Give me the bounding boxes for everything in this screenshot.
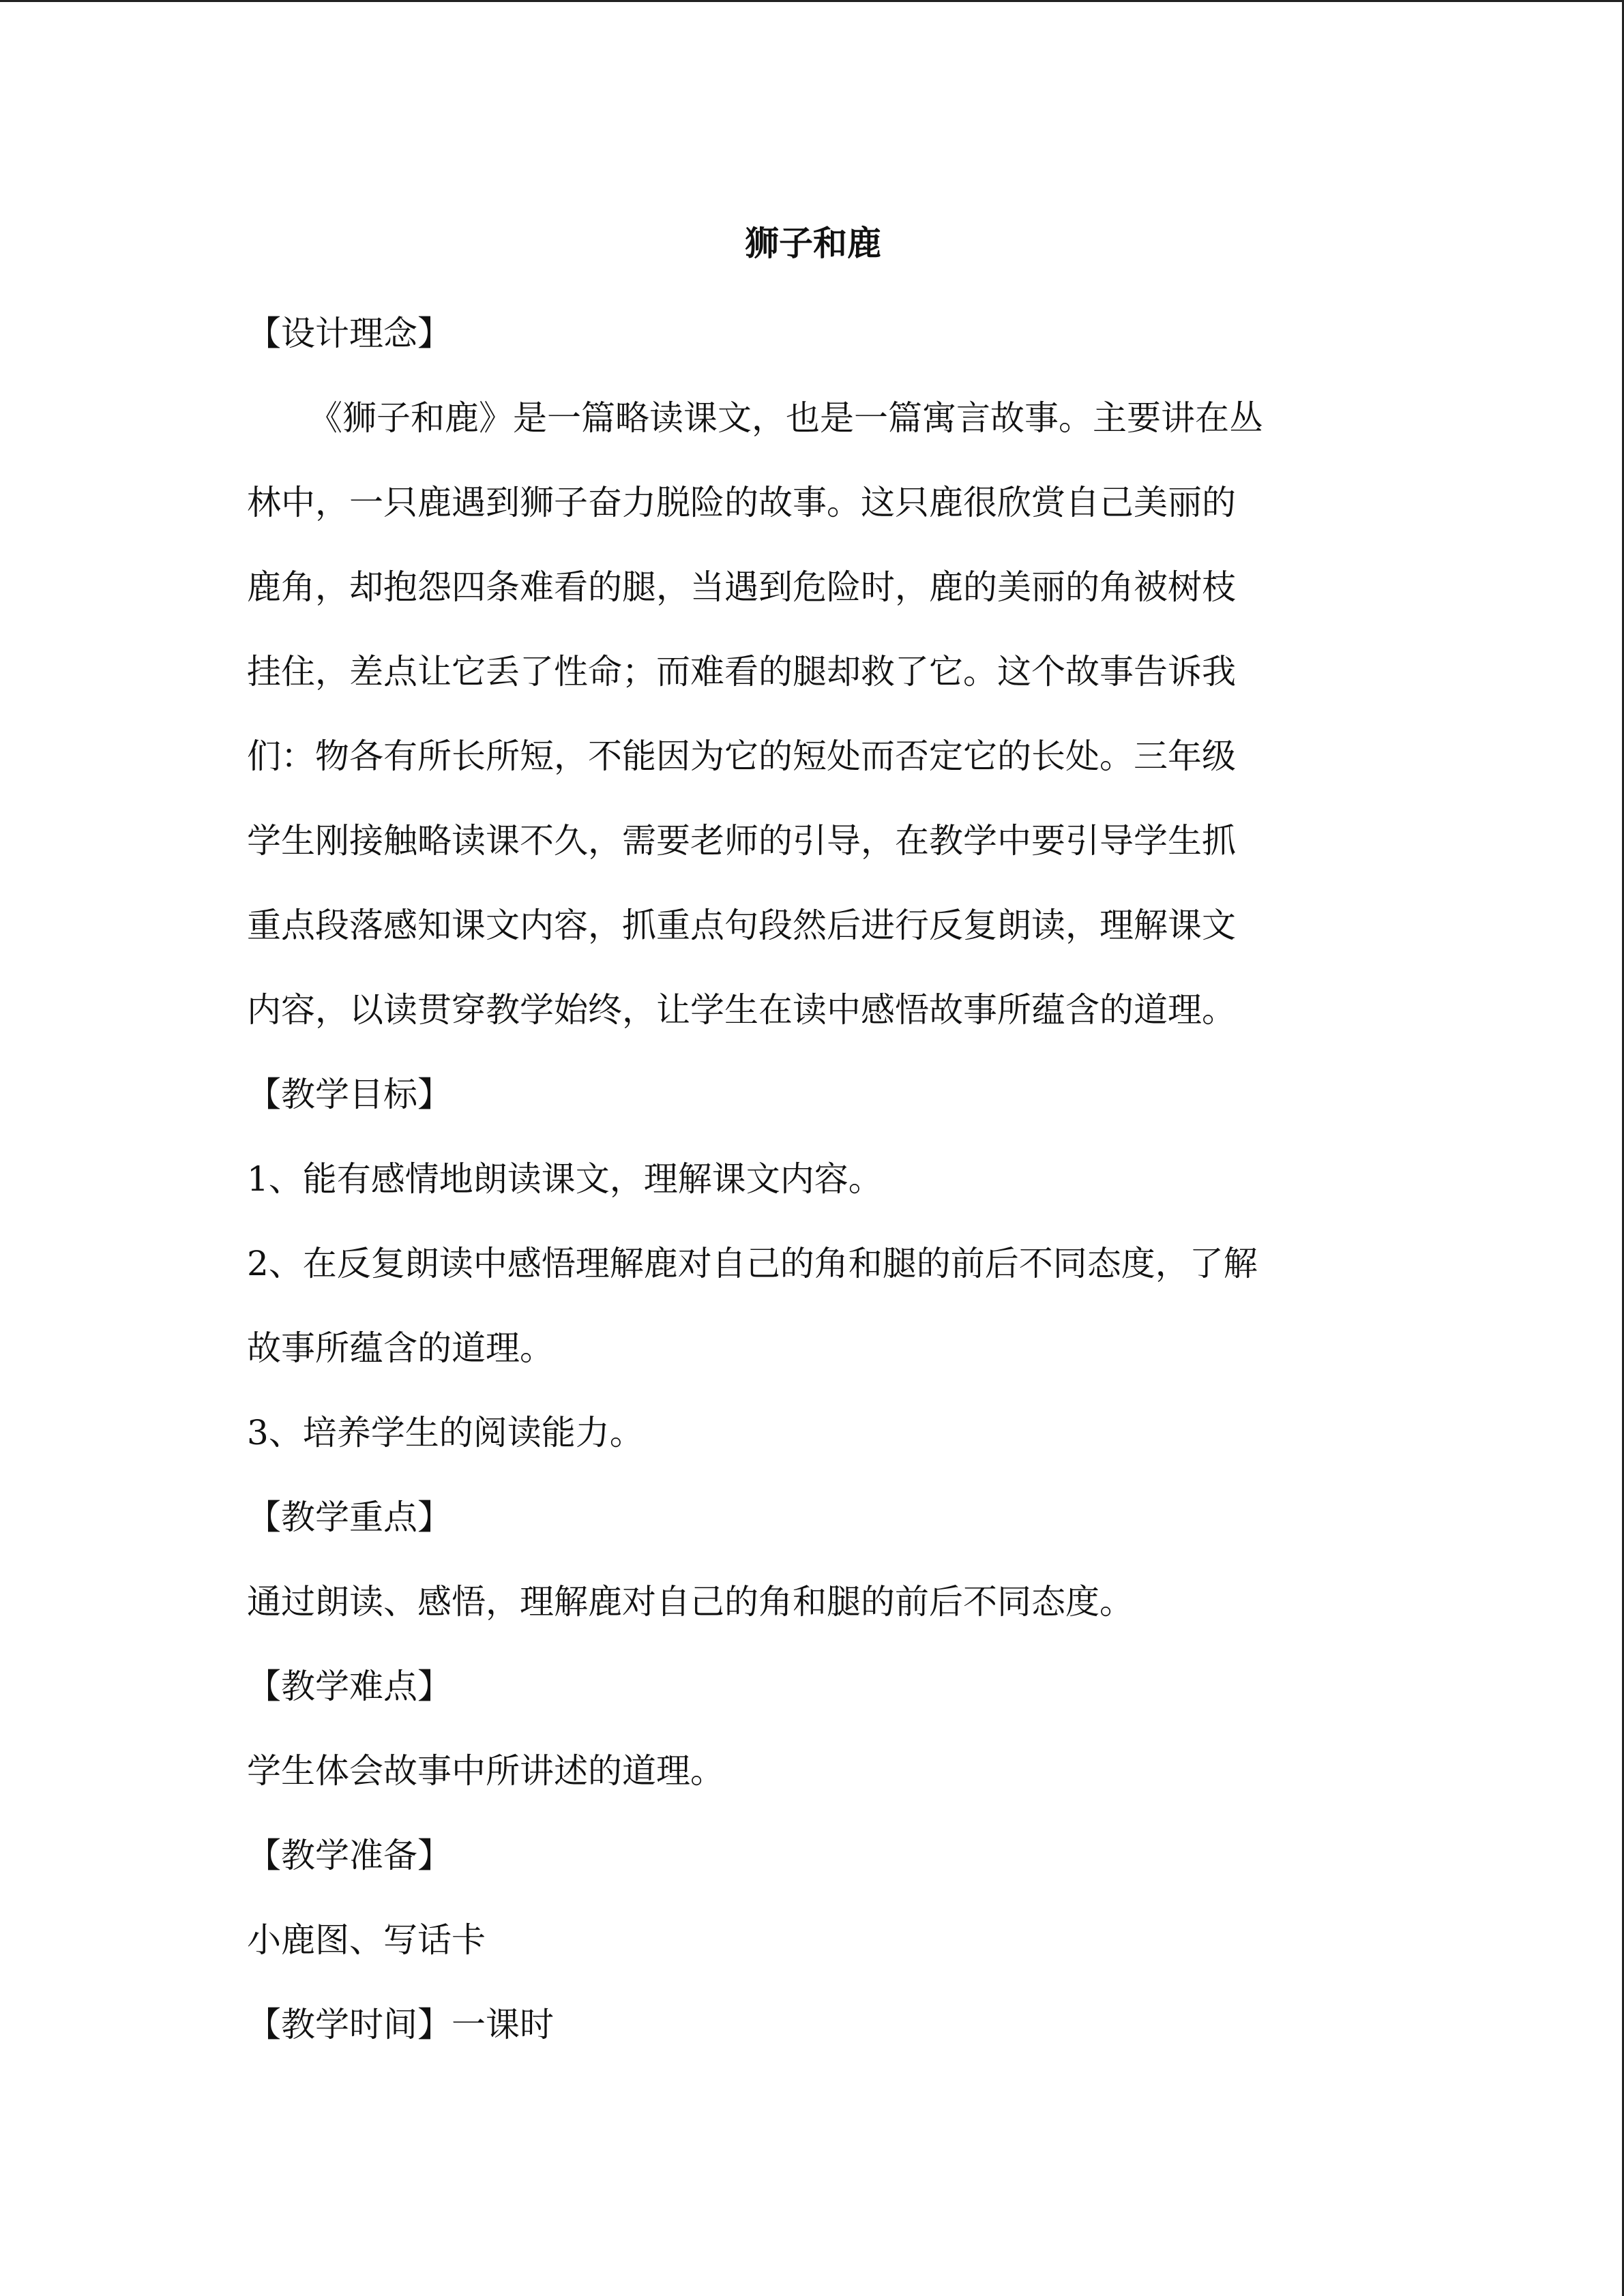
paragraph-line: 林中，一只鹿遇到狮子奋力脱险的故事。这只鹿很欣赏自己美丽的	[247, 483, 1236, 522]
section-heading-key-points: 【教学重点】	[247, 1497, 452, 1537]
key-points-text: 通过朗读、感悟，理解鹿对自己的角和腿的前后不同态度。	[247, 1582, 1134, 1622]
paragraph-line: 《狮子和鹿》是一篇略读课文，也是一篇寓言故事。主要讲在丛	[308, 398, 1263, 438]
paragraph-line: 挂住，差点让它丢了性命；而难看的腿却救了它。这个故事告诉我	[247, 652, 1236, 691]
section-heading-teaching-time: 【教学时间】一课时	[247, 2005, 554, 2044]
paragraph-line: 鹿角，却抱怨四条难看的腿，当遇到危险时，鹿的美丽的角被树枝	[247, 567, 1236, 607]
section-heading-teaching-goals: 【教学目标】	[247, 1075, 452, 1114]
paragraph-line: 们：物各有所长所短，不能因为它的短处而否定它的长处。三年级	[247, 736, 1236, 776]
goal-item-3: 3、培养学生的阅读能力。	[247, 1413, 644, 1452]
section-heading-preparation: 【教学准备】	[247, 1836, 452, 1875]
section-heading-design-concept: 【设计理念】	[247, 314, 452, 353]
goal-item-2-continued: 故事所蕴含的道理。	[247, 1328, 554, 1368]
document-body	[247, 207, 1379, 2067]
goal-item-2: 2、在反复朗读中感悟理解鹿对自己的角和腿的前后不同态度，了解	[247, 1244, 1258, 1283]
section-heading-difficulties: 【教学难点】	[247, 1667, 452, 1706]
preparation-text: 小鹿图、写话卡	[247, 1920, 486, 1960]
goal-item-1: 1、能有感情地朗读课文，理解课文内容。	[247, 1159, 883, 1199]
paragraph-line: 学生刚接触略读课不久，需要老师的引导，在教学中要引导学生抓	[247, 821, 1236, 861]
paragraph-line: 内容，以读贯穿教学始终，让学生在读中感悟故事所蕴含的道理。	[247, 990, 1236, 1030]
document-title: 狮子和鹿	[745, 223, 881, 263]
paragraph-line: 重点段落感知课文内容，抓重点句段然后进行反复朗读，理解课文	[247, 906, 1236, 945]
difficulties-text: 学生体会故事中所讲述的道理。	[247, 1751, 724, 1791]
